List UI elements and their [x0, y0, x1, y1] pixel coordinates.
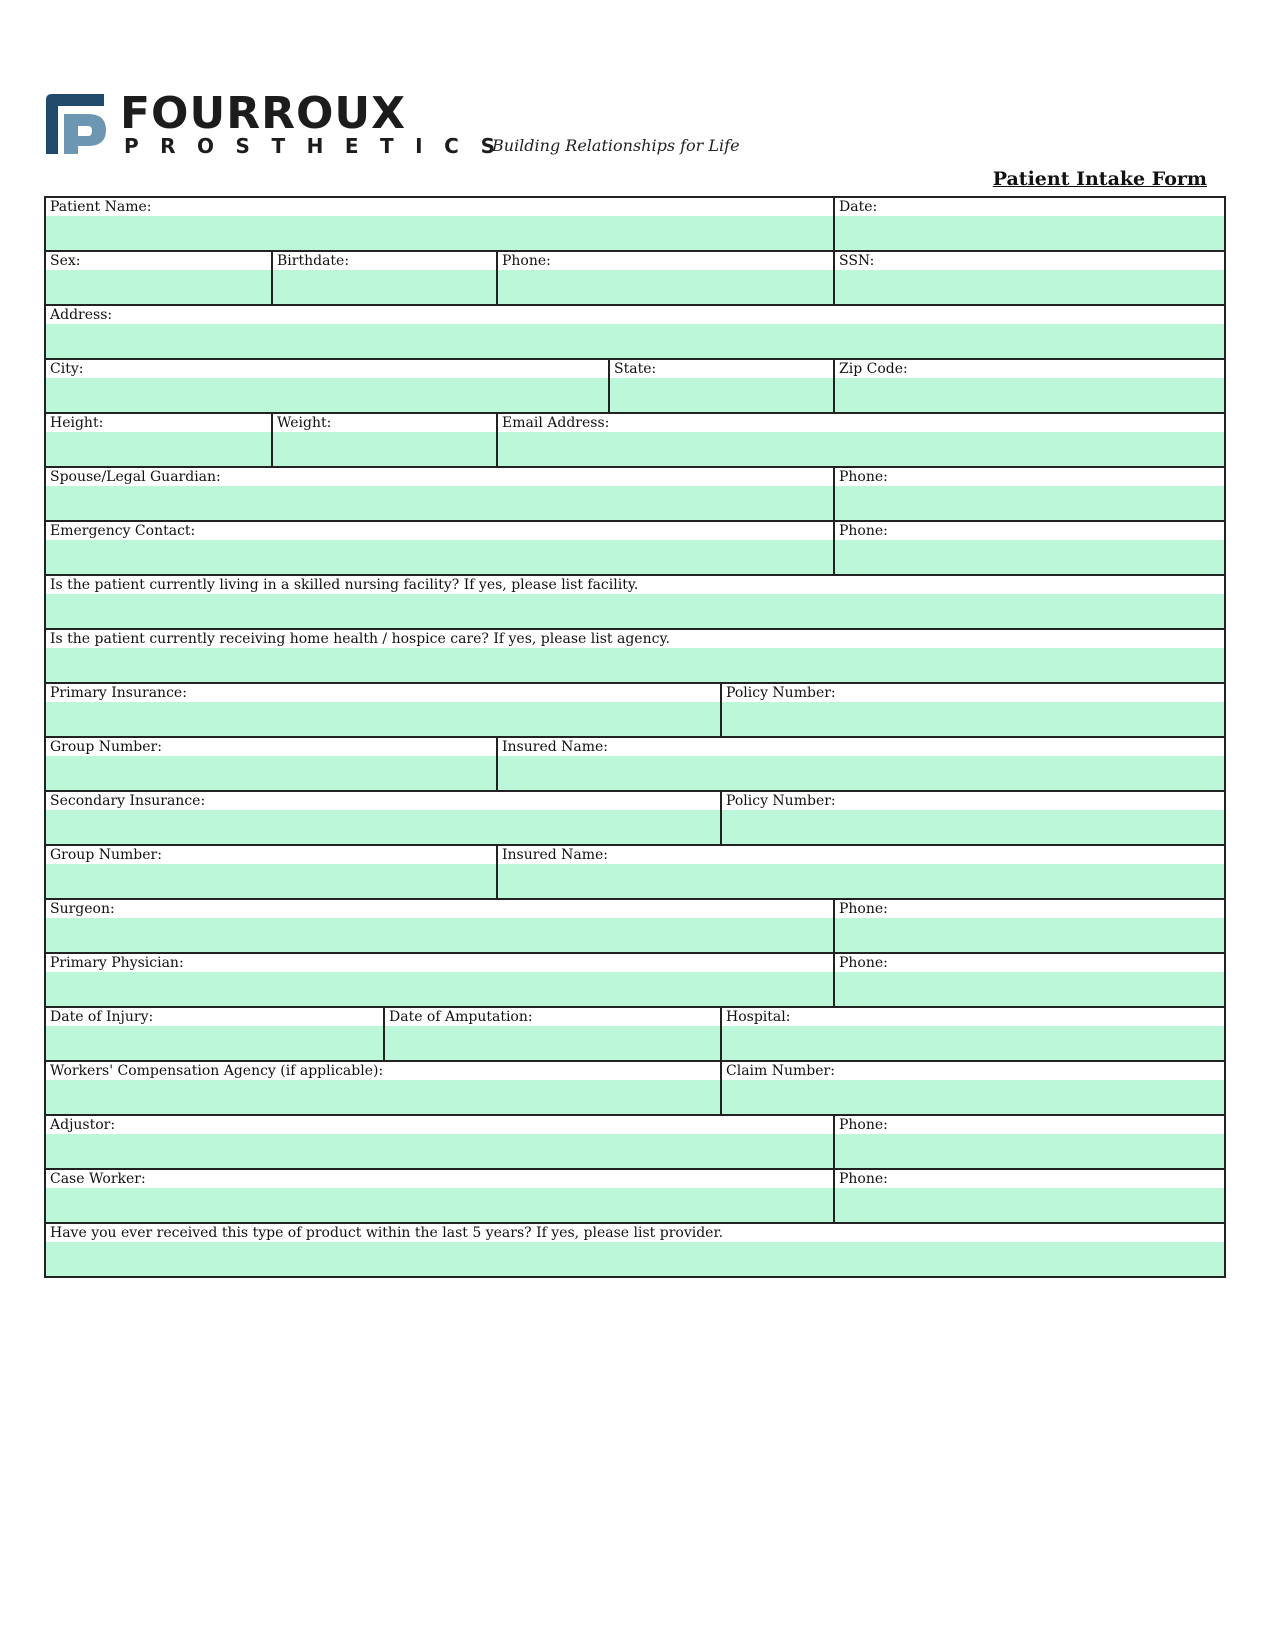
- secondary-insurance-input[interactable]: [46, 810, 720, 844]
- injury-date-label: Date of Injury:: [46, 1008, 383, 1026]
- zip-cell: [833, 360, 1224, 412]
- tagline: Building Relationships for Life: [492, 136, 740, 155]
- birthdate-cell: [271, 252, 496, 304]
- secondary-insurance-cell: [46, 792, 720, 844]
- primary-insurance-input[interactable]: [46, 702, 720, 736]
- physician-input[interactable]: [46, 972, 833, 1006]
- email-label: Email Address:: [498, 414, 1224, 432]
- address-cell: [46, 306, 1224, 358]
- patient-name-input[interactable]: [46, 216, 833, 250]
- claim-cell: [720, 1062, 1224, 1114]
- adjustor-phone-cell: [833, 1116, 1224, 1168]
- surgeon-input[interactable]: [46, 918, 833, 952]
- home-health-label: Is the patient currently receiving home health / hospice care? If yes, please list agency.: [46, 630, 1224, 648]
- form-row: [46, 520, 1224, 574]
- amputation-date-label: Date of Amputation:: [385, 1008, 720, 1026]
- state-cell: [608, 360, 833, 412]
- state-label: State:: [610, 360, 833, 378]
- hospital-cell: [720, 1008, 1224, 1060]
- secondary-group-label: Group Number:: [46, 846, 496, 864]
- amputation-date-cell: [383, 1008, 720, 1060]
- secondary-insurance-label: Secondary Insurance:: [46, 792, 720, 810]
- spouse-input[interactable]: [46, 486, 833, 520]
- primary-policy-label: Policy Number:: [722, 684, 1224, 702]
- surgeon-phone-label: Phone:: [835, 900, 1224, 918]
- claim-input[interactable]: [722, 1080, 1224, 1114]
- physician-phone-cell: [833, 954, 1224, 1006]
- ssn-input[interactable]: [835, 270, 1224, 304]
- form-row: [46, 898, 1224, 952]
- case-worker-input[interactable]: [46, 1188, 833, 1222]
- workers-comp-input[interactable]: [46, 1080, 720, 1114]
- surgeon-phone-cell: [833, 900, 1224, 952]
- secondary-insured-cell: [496, 846, 1224, 898]
- primary-group-input[interactable]: [46, 756, 496, 790]
- zip-input[interactable]: [835, 378, 1224, 412]
- birthdate-input[interactable]: [273, 270, 496, 304]
- date-cell: [833, 198, 1224, 250]
- form-row: [46, 790, 1224, 844]
- phone-input[interactable]: [498, 270, 833, 304]
- prior-product-input[interactable]: [46, 1242, 1224, 1276]
- adjustor-cell: [46, 1116, 833, 1168]
- fourroux-logo-icon: [44, 92, 108, 156]
- form-row: [46, 1006, 1224, 1060]
- primary-insured-input[interactable]: [498, 756, 1224, 790]
- sex-label: Sex:: [46, 252, 271, 270]
- form-row: [46, 304, 1224, 358]
- prior-product-cell: [46, 1224, 1224, 1276]
- adjustor-phone-input[interactable]: [835, 1134, 1224, 1168]
- secondary-insured-input[interactable]: [498, 864, 1224, 898]
- case-worker-phone-input[interactable]: [835, 1188, 1224, 1222]
- city-label: City:: [46, 360, 608, 378]
- hospital-label: Hospital:: [722, 1008, 1224, 1026]
- secondary-group-cell: [46, 846, 496, 898]
- primary-group-label: Group Number:: [46, 738, 496, 756]
- state-input[interactable]: [610, 378, 833, 412]
- physician-label: Primary Physician:: [46, 954, 833, 972]
- primary-insured-cell: [496, 738, 1224, 790]
- primary-insured-label: Insured Name:: [498, 738, 1224, 756]
- city-input[interactable]: [46, 378, 608, 412]
- secondary-policy-cell: [720, 792, 1224, 844]
- nursing-cell: [46, 576, 1224, 628]
- workers-comp-cell: [46, 1062, 720, 1114]
- brand-subtitle: PROSTHETICS: [124, 134, 517, 158]
- city-cell: [46, 360, 608, 412]
- hospital-input[interactable]: [722, 1026, 1224, 1060]
- case-worker-phone-cell: [833, 1170, 1224, 1222]
- form-row: [46, 952, 1224, 1006]
- form-row: [46, 412, 1224, 466]
- physician-phone-input[interactable]: [835, 972, 1224, 1006]
- company-logo: [44, 88, 517, 160]
- spouse-cell: [46, 468, 833, 520]
- form-row: [46, 1114, 1224, 1168]
- surgeon-phone-input[interactable]: [835, 918, 1224, 952]
- sex-cell: [46, 252, 271, 304]
- emergency-label: Emergency Contact:: [46, 522, 833, 540]
- patient-name-label: Patient Name:: [46, 198, 833, 216]
- height-label: Height:: [46, 414, 271, 432]
- form-row: [46, 250, 1224, 304]
- weight-cell: [271, 414, 496, 466]
- injury-date-cell: [46, 1008, 383, 1060]
- adjustor-phone-label: Phone:: [835, 1116, 1224, 1134]
- date-label: Date:: [835, 198, 1224, 216]
- case-worker-cell: [46, 1170, 833, 1222]
- form-row: [46, 682, 1224, 736]
- emergency-phone-input[interactable]: [835, 540, 1224, 574]
- primary-insurance-cell: [46, 684, 720, 736]
- form-title: Patient Intake Form: [992, 168, 1207, 190]
- sex-input[interactable]: [46, 270, 271, 304]
- form-row: [46, 358, 1224, 412]
- emergency-phone-cell: [833, 522, 1224, 574]
- form-row: [46, 574, 1224, 628]
- phone-cell: [496, 252, 833, 304]
- intake-form: [44, 196, 1226, 1278]
- date-input[interactable]: [835, 216, 1224, 250]
- form-row: [46, 198, 1224, 250]
- home-health-input[interactable]: [46, 648, 1224, 682]
- primary-policy-cell: [720, 684, 1224, 736]
- physician-cell: [46, 954, 833, 1006]
- physician-phone-label: Phone:: [835, 954, 1224, 972]
- case-worker-phone-label: Phone:: [835, 1170, 1224, 1188]
- form-row: [46, 466, 1224, 520]
- height-input[interactable]: [46, 432, 271, 466]
- secondary-policy-label: Policy Number:: [722, 792, 1224, 810]
- phone-label: Phone:: [498, 252, 833, 270]
- claim-label: Claim Number:: [722, 1062, 1224, 1080]
- injury-date-input[interactable]: [46, 1026, 383, 1060]
- spouse-phone-cell: [833, 468, 1224, 520]
- weight-label: Weight:: [273, 414, 496, 432]
- height-cell: [46, 414, 271, 466]
- ssn-cell: [833, 252, 1224, 304]
- emergency-cell: [46, 522, 833, 574]
- emergency-input[interactable]: [46, 540, 833, 574]
- birthdate-label: Birthdate:: [273, 252, 496, 270]
- nursing-input[interactable]: [46, 594, 1224, 628]
- primary-policy-input[interactable]: [722, 702, 1224, 736]
- address-label: Address:: [46, 306, 1224, 324]
- spouse-phone-input[interactable]: [835, 486, 1224, 520]
- form-row: [46, 736, 1224, 790]
- form-row: [46, 628, 1224, 682]
- case-worker-label: Case Worker:: [46, 1170, 833, 1188]
- secondary-policy-input[interactable]: [722, 810, 1224, 844]
- amputation-date-input[interactable]: [385, 1026, 720, 1060]
- spouse-label: Spouse/Legal Guardian:: [46, 468, 833, 486]
- secondary-group-input[interactable]: [46, 864, 496, 898]
- form-row: [46, 844, 1224, 898]
- weight-input[interactable]: [273, 432, 496, 466]
- address-input[interactable]: [46, 324, 1224, 358]
- form-row: [46, 1168, 1224, 1222]
- form-row: [46, 1060, 1224, 1114]
- adjustor-label: Adjustor:: [46, 1116, 833, 1134]
- primary-insurance-label: Primary Insurance:: [46, 684, 720, 702]
- patient-name-cell: [46, 198, 833, 250]
- nursing-label: Is the patient currently living in a skilled nursing facility? If yes, please list facility.: [46, 576, 1224, 594]
- email-cell: [496, 414, 1224, 466]
- primary-group-cell: [46, 738, 496, 790]
- prior-product-label: Have you ever received this type of product within the last 5 years? If yes, please list provider.: [46, 1224, 1224, 1242]
- workers-comp-label: Workers' Compensation Agency (if applicable):: [46, 1062, 720, 1080]
- email-input[interactable]: [498, 432, 1224, 466]
- spouse-phone-label: Phone:: [835, 468, 1224, 486]
- secondary-insured-label: Insured Name:: [498, 846, 1224, 864]
- home-health-cell: [46, 630, 1224, 682]
- surgeon-label: Surgeon:: [46, 900, 833, 918]
- adjustor-input[interactable]: [46, 1134, 833, 1168]
- zip-label: Zip Code:: [835, 360, 1224, 378]
- surgeon-cell: [46, 900, 833, 952]
- form-row: [46, 1222, 1224, 1276]
- ssn-label: SSN:: [835, 252, 1224, 270]
- brand-name: FOURROUX: [120, 88, 407, 139]
- emergency-phone-label: Phone:: [835, 522, 1224, 540]
